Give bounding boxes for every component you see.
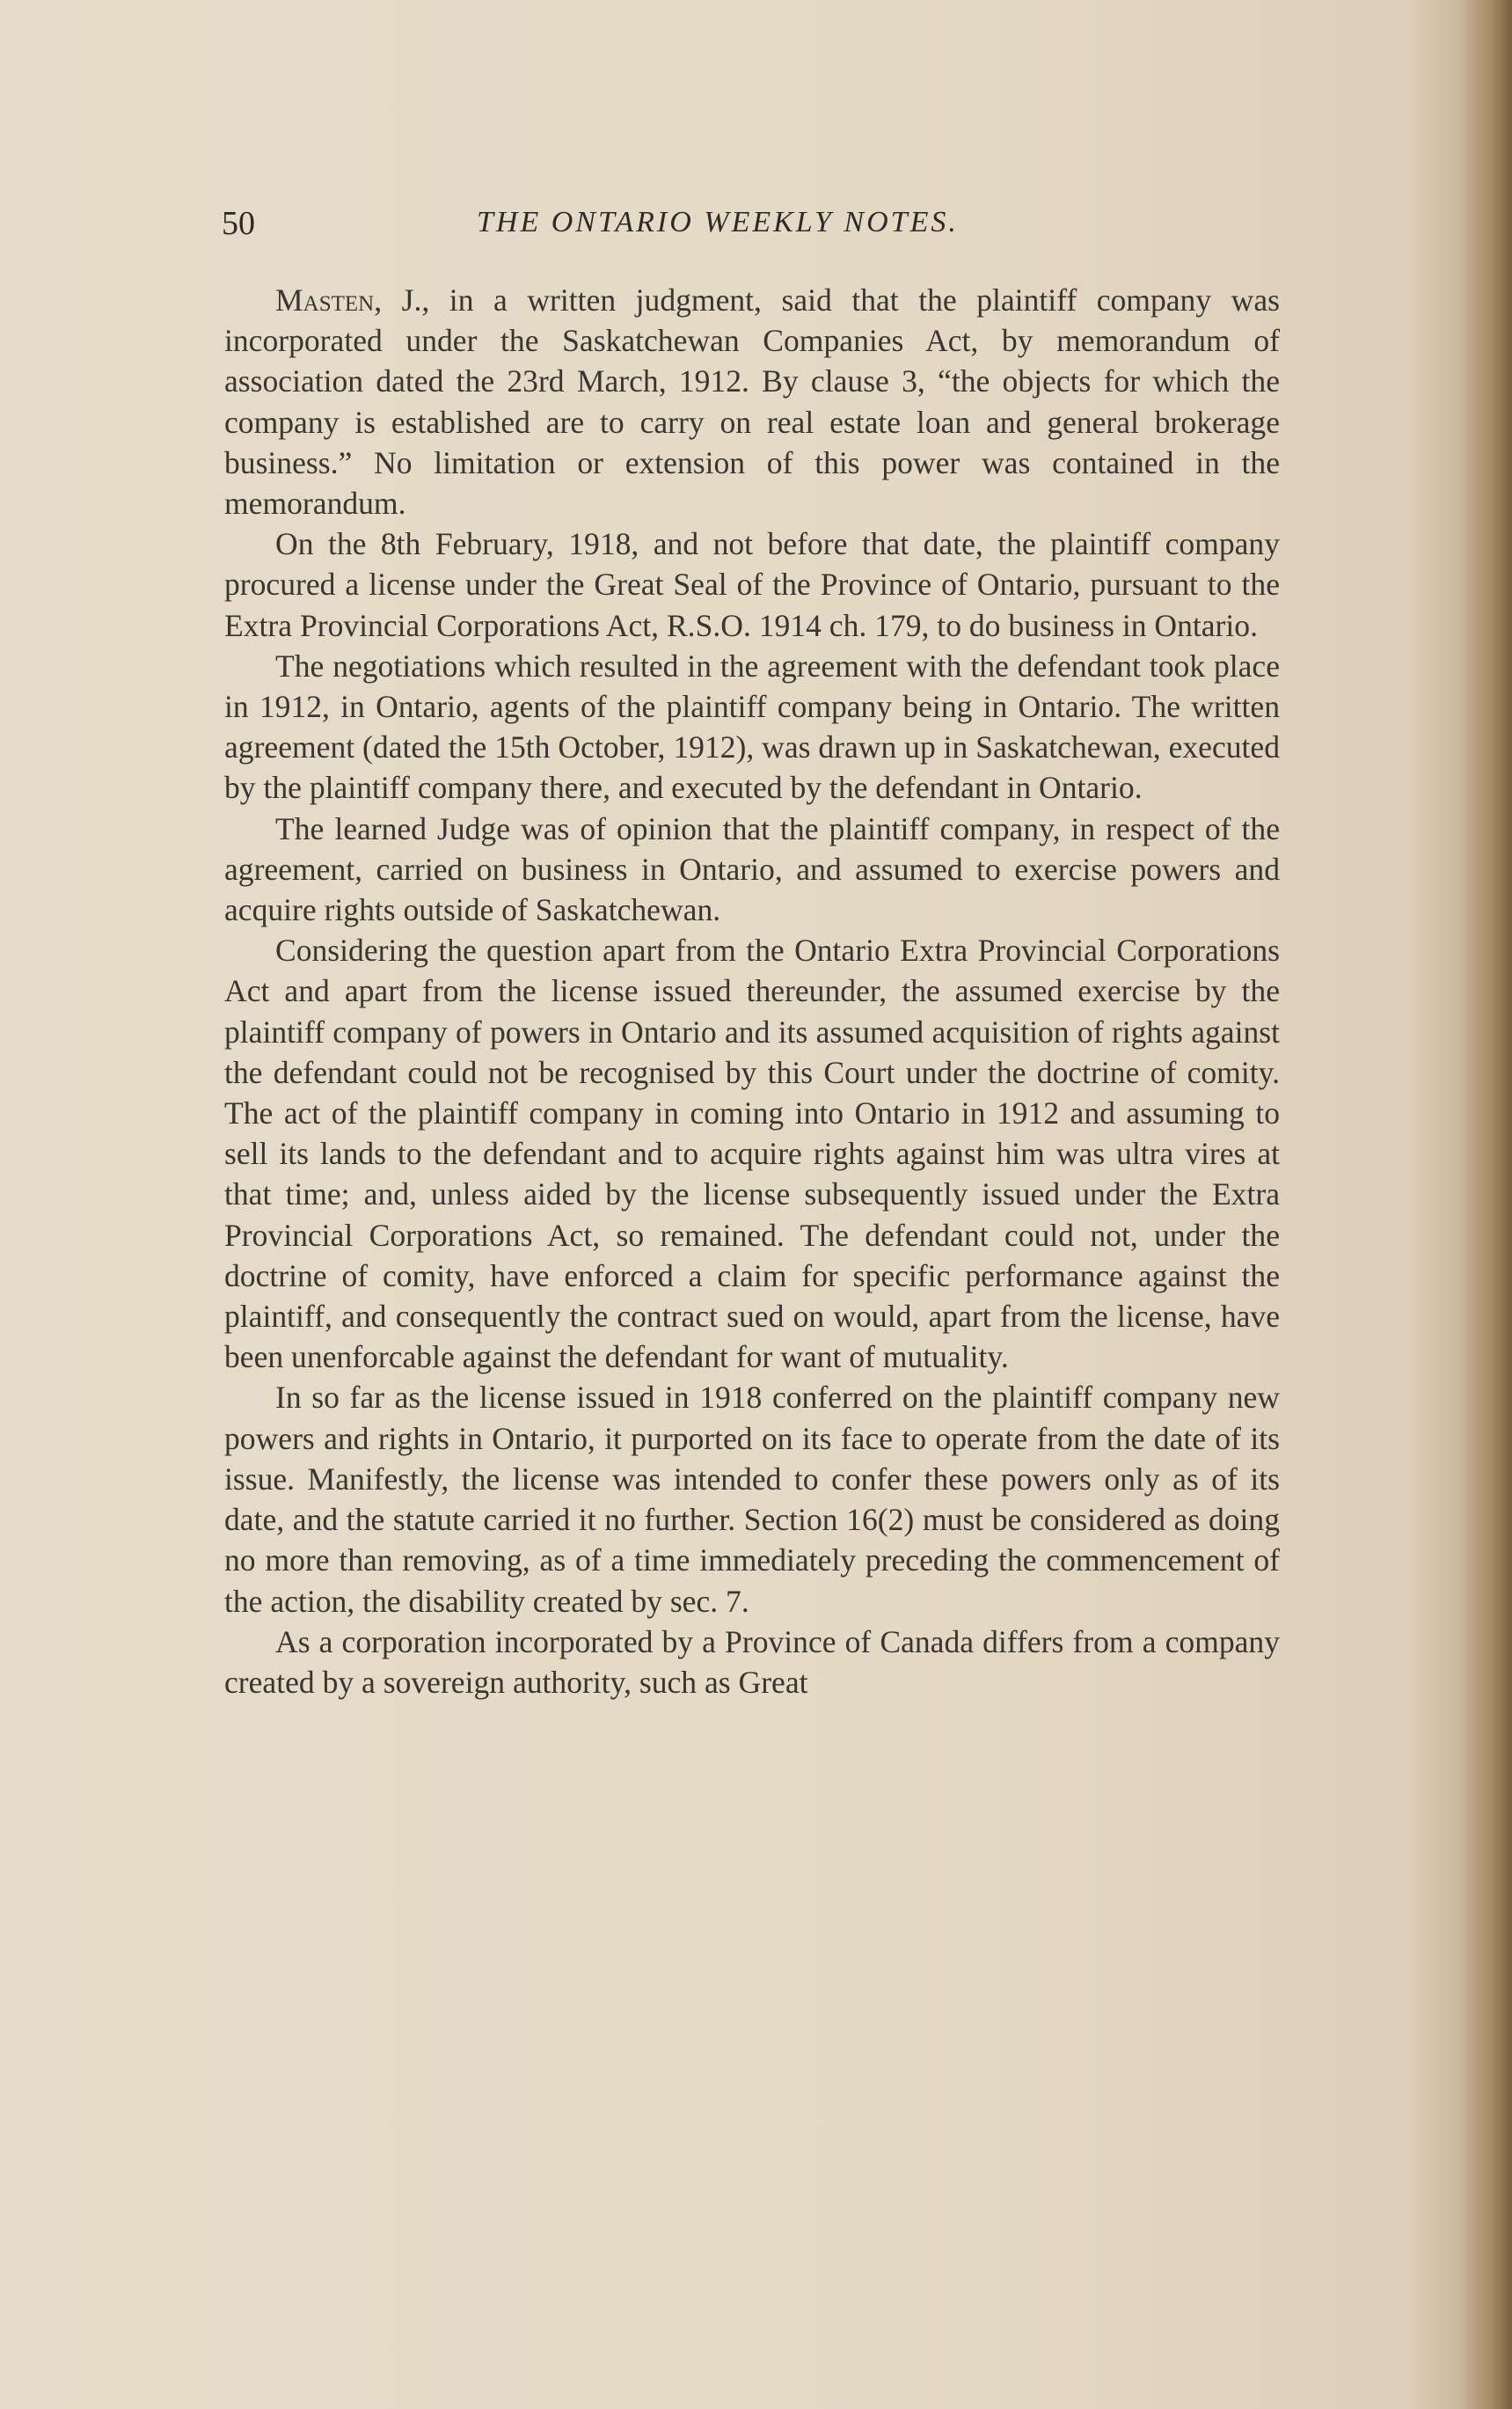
paragraph-4: The learned Judge was of opinion that the plaintiff company, in respect of the agreement, carried on business in Ontario, and assumed to exercise powers and acquire rights outside of Saskatchewan. (224, 810, 1280, 928)
paragraph-7: As a corporation incorporated by a Province of Canada differs from a company created by a sovereign authority, such as Great (224, 1623, 1280, 1700)
judge-name: Masten (275, 282, 375, 318)
paragraph-1-text: , J., in a written judgment, said that the plaintiff company was incorporated under the Saskatchewan Companies Act, by memorandum of association dated the 23rd March, 1912. By clause 3, “the objects for which the company is established are to carry on real estate loan and general brokerage business.” No limitation or extension of this power was contained in the memorandum. (224, 282, 1280, 522)
body-text (224, 280, 1280, 1702)
page-number: 50 (222, 205, 255, 242)
paragraph-6: In so far as the license issued in 1918 conferred on the plaintiff company new powers and rights in Ontario, it purported on its face to operate from the date of its issue. Manifestly, the license was intended to confer these powers only as of its date, and the statute carried it no further. Section 16(2) must be considered as doing no more than removing, as of a time immediately preceding the commencement of the action, the disability created by sec. 7. (224, 1380, 1280, 1619)
paragraph-3: The negotiations which resulted in the agreement with the defendant took place in 1912, in Ontario, agents of the plaintiff company being in Ontario. The written agreement (dated the 15th October, 1912), was drawn up in Saskatchewan, executed by the plaintiff company there, and executed by the defendant in Ontario. (224, 648, 1280, 806)
running-head: THE ONTARIO WEEKLY NOTES. (477, 206, 959, 238)
paragraph-2: On the 8th February, 1918, and not before that date, the plaintiff company procured a license under the Great Seal of the Province of Ontario, pursuant to the Extra Provincial Corporations Act, R.S.O. 1914 ch. 179, to do business in Ontario. (224, 526, 1280, 643)
page-edge-shading (1459, 0, 1512, 2409)
paragraph-5: Considering the question apart from the Ontario Extra Provincial Corporations Act and apart from the license issued thereunder, the assumed exercise by the plaintiff company of powers in Ontario and its assumed acquisition of rights against the defendant could not be recognised by this Court under the doctrine of comity. The act of the plaintiff company in coming into Ontario in 1912 and assuming to sell its lands to the defendant and to acquire rights against him was ultra vires at that time; and, unless aided by the license subsequently issued under the Extra Provincial Corporations Act, so remained. The defendant could not, under the doctrine of comity, have enforced a claim for specific performance against the plaintiff, and consequently the contract sued on would, apart from the license, have been unenforcable against the defendant for want of mutuality. (224, 933, 1280, 1375)
page-header (222, 204, 1286, 257)
paragraph-1 (224, 280, 1280, 524)
